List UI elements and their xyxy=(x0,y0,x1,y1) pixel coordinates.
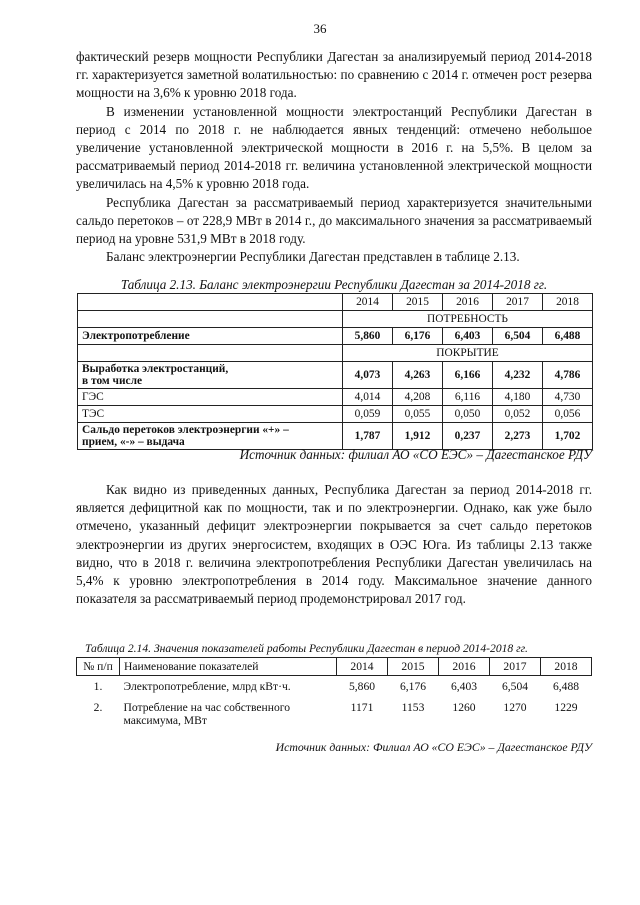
table-row xyxy=(77,697,592,731)
paragraph: фактический резерв мощности Республики Дагестан за анализируемый период 2014-2018 гг. характеризуется заметной волатильностью: по сравнению с 2014 г. отмечен рост резерва мощности на 3,6% к уровню 2018 года. xyxy=(76,49,592,101)
paragraph: Баланс электроэнергии Республики Дагестан представлен в таблице 2.13. xyxy=(106,249,520,265)
cell-value: 4,208 xyxy=(393,389,443,406)
cell-value: 2,273 xyxy=(493,423,543,450)
paragraph: В изменении установленной мощности электростанций Республики Дагестан в период с 2014 по 2018 г. не наблюдается явных тенденций: отмечено небольшое увеличение установленной электрической мощности в 2016 г. на 5,5%. В целом за рассматриваемый период 2014-2018 гг. величина установленной электрической мощности увеличилась на 4,5% к уровню 2018 года. xyxy=(76,103,592,192)
row-number: 2. xyxy=(93,701,103,714)
cell-value: 1171 xyxy=(350,701,374,714)
table-row xyxy=(78,423,593,450)
year-header: 2018 xyxy=(541,658,592,676)
cell-value: 0,050 xyxy=(443,406,493,423)
row-label xyxy=(78,362,343,389)
year-header: 2014 xyxy=(337,658,388,676)
row-name: Электропотребление, млрд кВт·ч. xyxy=(123,680,291,693)
cell-value: 4,263 xyxy=(393,362,443,389)
cell-value: 5,860 xyxy=(343,328,393,345)
body-text-bottom xyxy=(76,481,592,608)
body-text-top xyxy=(76,48,592,266)
table-row xyxy=(77,676,592,698)
header-empty-cell xyxy=(78,294,343,311)
header-name: Наименование показателей xyxy=(120,658,337,676)
year-header: 2018 xyxy=(543,294,593,311)
table-2-13-source: Источник данных: филиал АО «СО ЕЭС» – Дагестанское РДУ xyxy=(239,447,592,462)
cell-value: 4,014 xyxy=(343,389,393,406)
table-row xyxy=(78,389,593,406)
cell-value: 1270 xyxy=(503,701,527,714)
cell-value: 4,180 xyxy=(493,389,543,406)
row-number: 1. xyxy=(93,680,103,693)
cell-value: 0,059 xyxy=(343,406,393,423)
cell-value: 0,237 xyxy=(443,423,493,450)
cell-value: 1229 xyxy=(554,701,578,714)
row-label: ГЭС xyxy=(78,389,343,406)
row-label-line: в том числе xyxy=(82,375,143,387)
cell-value: 6,403 xyxy=(450,680,478,693)
section-empty-cell xyxy=(78,311,343,328)
row-label: Электропотребление xyxy=(78,328,343,345)
cell-value: 4,786 xyxy=(543,362,593,389)
section-row xyxy=(78,345,593,362)
cell-value: 6,504 xyxy=(501,680,529,693)
cell-value: 5,860 xyxy=(348,680,376,693)
cell-value: 4,073 xyxy=(343,362,393,389)
year-header: 2015 xyxy=(393,294,443,311)
table-2-14 xyxy=(76,657,592,731)
row-name: Потребление на час собственного максимума, МВт xyxy=(123,701,291,727)
row-label: ТЭС xyxy=(78,406,343,423)
header-no: № п/п xyxy=(77,658,120,676)
paragraph: Республика Дагестан за рассматриваемый период характеризуется значительными сальдо перетоков – от 228,9 МВт в 2014 г., до максимального значения за рассматриваемый период на уровне 531,9 МВт в 2018 году. xyxy=(76,194,592,247)
table-header-row xyxy=(78,294,593,311)
page-number: 36 xyxy=(313,21,327,36)
year-header: 2016 xyxy=(439,658,490,676)
table-row xyxy=(78,406,593,423)
cell-value: 6,116 xyxy=(443,389,493,406)
table-header-row xyxy=(77,658,592,676)
cell-value: 6,488 xyxy=(543,328,593,345)
year-header: 2017 xyxy=(490,658,541,676)
cell-value: 6,488 xyxy=(552,680,580,693)
row-label-line: Сальдо перетоков электроэнергии «+» – xyxy=(82,424,289,436)
cell-value: 1,702 xyxy=(543,423,593,450)
cell-value: 6,166 xyxy=(443,362,493,389)
section-consumption-label: ПОТРЕБНОСТЬ xyxy=(343,311,593,328)
cell-value: 0,052 xyxy=(493,406,543,423)
cell-value: 0,056 xyxy=(543,406,593,423)
table-row xyxy=(78,362,593,389)
table-2-13-caption: Таблица 2.13. Баланс электроэнергии Республики Дагестан за 2014-2018 гг. xyxy=(120,277,548,292)
table-2-14-source: Источник данных: Филиал АО «СО ЕЭС» – Дагестанское РДУ xyxy=(275,740,592,754)
section-coverage-label: ПОКРЫТИЕ xyxy=(343,345,593,362)
cell-value: 6,504 xyxy=(493,328,543,345)
cell-value: 4,730 xyxy=(543,389,593,406)
cell-value: 1260 xyxy=(452,701,476,714)
cell-value: 0,055 xyxy=(393,406,443,423)
cell-value: 1,787 xyxy=(343,423,393,450)
section-empty-cell xyxy=(78,345,343,362)
table-2-13 xyxy=(77,293,593,450)
cell-value: 6,403 xyxy=(443,328,493,345)
cell-value: 6,176 xyxy=(393,328,443,345)
section-row xyxy=(78,311,593,328)
year-header: 2015 xyxy=(388,658,439,676)
year-header: 2014 xyxy=(343,294,393,311)
row-label xyxy=(78,423,343,450)
row-label-line: Выработка электростанций, xyxy=(82,363,229,375)
cell-value: 6,176 xyxy=(399,680,427,693)
cell-value: 1153 xyxy=(401,701,425,714)
table-2-14-caption: Таблица 2.14. Значения показателей работы Республики Дагестан в период 2014-2018 гг. xyxy=(85,642,528,655)
row-label-line: прием, «-» – выдача xyxy=(82,436,185,448)
cell-value: 1,912 xyxy=(393,423,443,450)
paragraph: Как видно из приведенных данных, Республика Дагестан за период 2014-2018 гг. является дефицитной как по мощности, так и по электроэнергии. Однако, как уже было отмечено, указанный дефицит электроэнергии покрывается за счет сальдо перетоков электроэнергии из других энергосистем, входящих в ОЭС Юга. Из таблицы 2.13 также видно, что в 2018 г. величина электропотребления Республики Дагестан увеличилась на 5,4% к уровню электропотребления в 2014 году. Максимальное значение данного показателя за рассматриваемый период продемонстрировал 2017 год. xyxy=(76,482,592,607)
cell-value: 4,232 xyxy=(493,362,543,389)
table-row xyxy=(78,328,593,345)
year-header: 2017 xyxy=(493,294,543,311)
year-header: 2016 xyxy=(443,294,493,311)
